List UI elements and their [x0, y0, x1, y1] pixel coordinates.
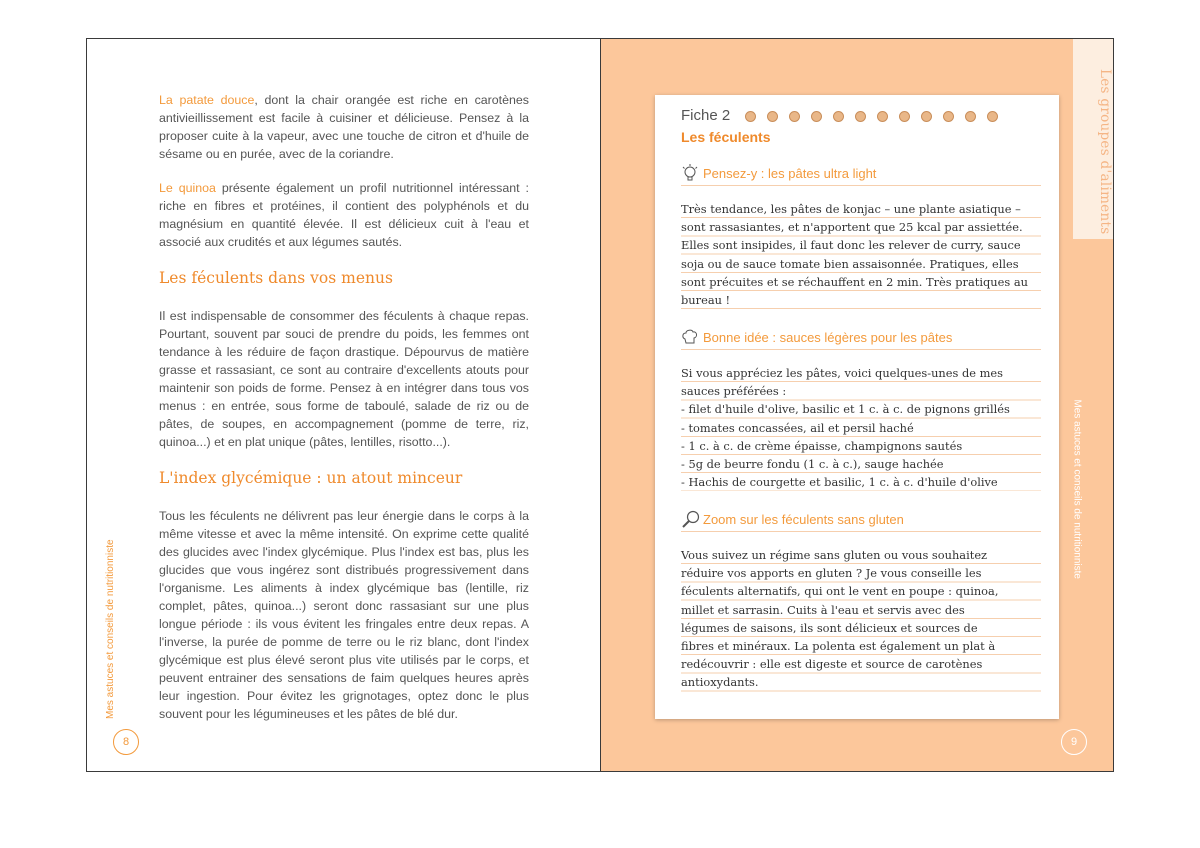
- binder-hole-icon: [811, 111, 822, 122]
- chapter-tab-title: Les groupes d'aliments: [1097, 69, 1113, 235]
- chef-hat-icon: [681, 328, 699, 346]
- left-page: [87, 39, 601, 771]
- book-spread: [86, 38, 1114, 772]
- section-pates-light: [681, 163, 1041, 309]
- fiche-card: [655, 95, 1059, 719]
- heading-feculents-menus: Les féculents dans vos menus: [159, 269, 393, 287]
- binder-hole-icon: [833, 111, 844, 122]
- binder-hole-icon: [855, 111, 866, 122]
- section-title: Bonne idée : sauces légères pour les pâtes: [703, 329, 953, 345]
- binder-hole-icon: [965, 111, 976, 122]
- paragraph-index: Tous les féculents ne délivrent pas leur énergie dans le corps à la même vitesse et avec la même intensité. On exprime cette qualité des glucides avec l'index glycémique. Plus l'index est bas, plus les glucides que vous ingérez sont distribués progressivement dans l'organisme. Les aliments à index glycémique bas (lentille, riz complet, pâtes, quinoa...) seront donc rassasiant sur une plus longue période : ils vous évitent les fringales entre deux repas. A l'inverse, la purée de pomme de terre ou le riz blanc, dont l'index glycémique est plus élevé seront plus vite utilisés par le corps, et peuvent entrainer des sensations de faim quelques heures après leur ingestion. Pour évitez les grignotages, optez donc le plus souvent pour les légumineuses et les pâtes de blé dur.: [159, 509, 529, 721]
- right-page: [601, 39, 1113, 771]
- fiche-number: Fiche 2: [681, 107, 731, 124]
- binder-hole-icon: [943, 111, 954, 122]
- right-side-title: Mes astuces et conseils de nutritionniste: [1072, 399, 1083, 579]
- binder-hole-icon: [877, 111, 888, 122]
- binder-hole-icon: [745, 111, 756, 122]
- binder-hole-icon: [767, 111, 778, 122]
- section-sans-gluten: [681, 509, 1041, 692]
- page-number-left: 8: [113, 729, 139, 755]
- paragraph-feculents: Il est indispensable de consommer des féculents à chaque repas. Pourtant, souvent par souci de prendre du poids, les femmes ont tendance à les réduire de façon drastique. Dépourvus de matière grasse et rassasiant, ce sont au contraire d'excellents atouts pour maintenir son poids de forme. Pensez à en intégrer dans tous vos menus : en entrée, sous forme de taboulé, salade de riz ou de pâtes, de soupes, en accompagnement (pomme de terre, riz, quinoa...) et en plat unique (pâtes, lentilles, risotto...).: [159, 309, 529, 449]
- heading-index-glycemique: L'index glycémique : un atout minceur: [159, 469, 463, 487]
- binder-hole-icon: [789, 111, 800, 122]
- section-title: Pensez-y : les pâtes ultra light: [703, 165, 877, 181]
- binder-hole-icon: [921, 111, 932, 122]
- binder-hole-icon: [899, 111, 910, 122]
- section-title: Zoom sur les féculents sans gluten: [703, 511, 904, 527]
- left-text-column: [159, 91, 529, 739]
- fiche-subtitle: Les féculents: [681, 129, 771, 145]
- binder-holes: [745, 109, 1009, 127]
- paragraph-patate-douce: La patate douce, dont la chair orangée est riche en carotènes antivieillissement est facile à cuisiner et délicieuse. Pensez à la proposer cuite à la vapeur, avec une touche de citron et d'huile de sésame ou en purée, avec de la coriandre.: [159, 93, 529, 161]
- section-sauces: [681, 327, 1041, 491]
- page-number-right: 9: [1061, 729, 1087, 755]
- section-body: Vous suivez un régime sans gluten ou vous souhaitez réduire vos apports en gluten ? Je vous conseille les féculents alternatifs, qui ont le vent en poupe : quinoa, millet et sarrasin. Cuits à l'eau et servis avec des légumes de saisons, ils sont délicieux et sources de fibres et minéraux. La polenta est également un plat à redécouvrir : elle est digeste et source de carotènes antioxydants.: [681, 546, 1041, 692]
- paragraph-quinoa: Le quinoa présente également un profil nutritionnel intéressant : riche en fibres et protéines, il contient des polyphénols et du magnésium en quantité élevée. Il est délicieux cuit à l'eau et associé aux crudités et aux légumes sautés.: [159, 181, 529, 249]
- magnifier-icon: [681, 510, 699, 528]
- binder-hole-icon: [987, 111, 998, 122]
- left-side-title: Mes astuces et conseils de nutritionniste: [105, 539, 116, 719]
- section-body: Très tendance, les pâtes de konjac – une plante asiatique – sont rassasiantes, et n'apportent que 25 kcal par assiettée. Elles sont insipides, il faut donc les relever de curry, sauce soja ou de sauce tomate bien assaisonnée. Pratiques, elles sont précuites et se réchauffent en 2 min. Très pratiques au bureau !: [681, 200, 1041, 309]
- section-body: Si vous appréciez les pâtes, voici quelques-unes de mes sauces préférées : - filet d'huile d'olive, basilic et 1 c. à c. de pignons grillés - tomates concassées, ail et persil haché - 1 c. à c. de crème épaisse, champignons sautés - 5g de beurre fondu (1 c. à c.), sauge hachée - Hachis de courgette et basilic, 1 c. à c. d'huile d'olive: [681, 364, 1041, 491]
- lightbulb-icon: [681, 164, 699, 182]
